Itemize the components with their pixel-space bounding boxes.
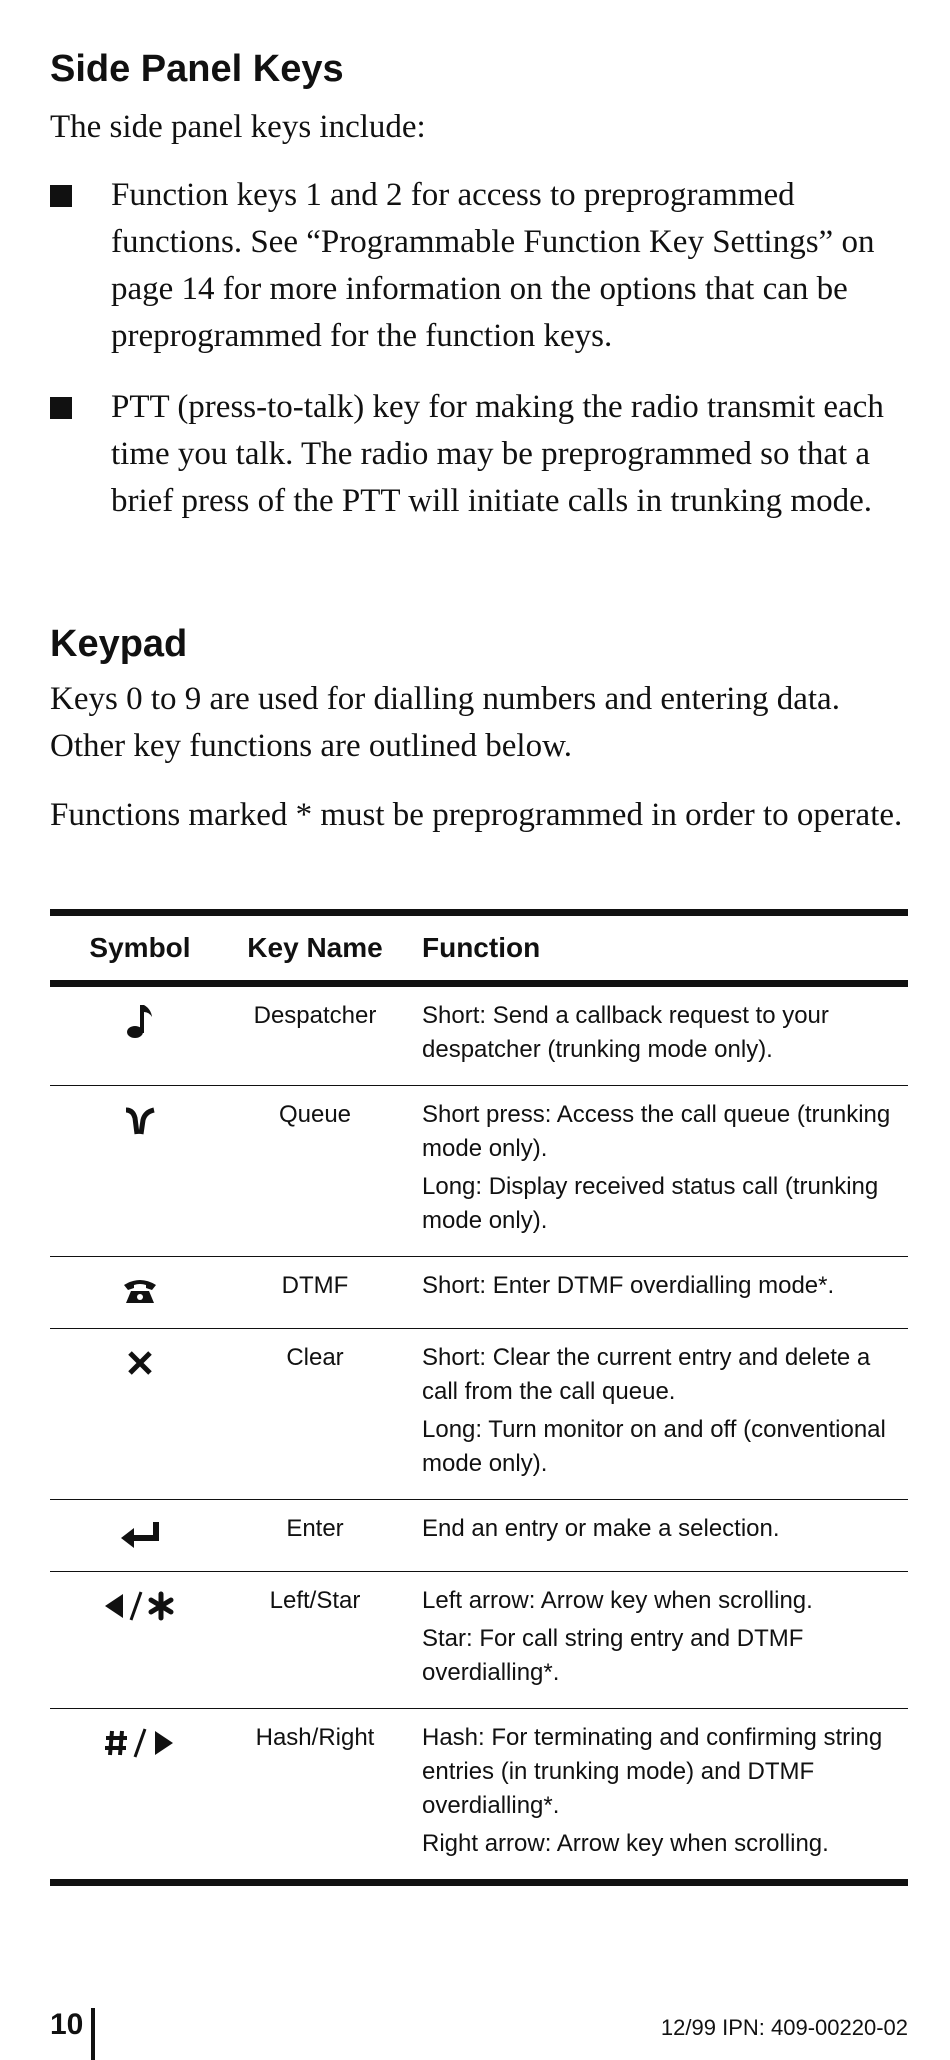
key-function: End an entry or make a selection. [400,1500,908,1572]
bullet-square-icon [50,397,72,419]
note-icon [125,999,155,1041]
hash-right-icon [103,1721,177,1761]
key-name: Queue [230,1086,400,1257]
key-function: Short press: Access the call queue (trunking mode only). Long: Display received status call (trunking mode only). [400,1086,908,1257]
telephone-icon [122,1269,158,1309]
table-row [50,1572,908,1709]
key-name: Hash/Right [230,1709,400,1883]
key-name: Enter [230,1500,400,1572]
keypad-intro: Keys 0 to 9 are used for dialling numbers and entering data. Other key functions are outlined below. [50,681,840,764]
queue-icon [123,1098,157,1140]
keypad-note: Functions marked * must be preprogrammed in order to operate. [50,797,903,833]
list-item [50,384,908,525]
close-icon [125,1341,155,1381]
key-name: DTMF [230,1257,400,1329]
enter-icon [118,1512,162,1552]
column-header-symbol: Symbol [50,913,230,984]
column-header-key-name: Key Name [230,913,400,984]
key-function: Left arrow: Arrow key when scrolling. Star: For call string entry and DTMF overdialling*. [400,1572,908,1709]
table-row [50,1086,908,1257]
key-function: Short: Enter DTMF overdialling mode*. [400,1257,908,1329]
key-name: Left/Star [230,1572,400,1709]
table-row [50,1329,908,1500]
key-name: Despatcher [253,1002,377,1029]
left-star-icon [103,1584,177,1624]
document-reference: 12/99 IPN: 409-00220-02 [660,2015,908,2040]
bullet-text: PTT (press-to-talk) key for making the radio transmit each time you talk. The radio may be preprogrammed so that a brief press of the PTT will initiate calls in trunking mode. [111,389,884,519]
bullet-text: Function keys 1 and 2 for access to preprogrammed functions. See “Programmable Function Key Settings” on page 14 for more information on the options that can be preprogrammed for the function keys. [111,177,875,354]
page-number: 10 [50,2008,95,2060]
table-row [50,1257,908,1329]
table-row [50,984,908,1086]
key-function: Short: Clear the current entry and delete a call from the call queue. Long: Turn monitor on and off (conventional mode only). [400,1329,908,1500]
table-header-row [50,913,908,984]
key-name: Clear [230,1329,400,1500]
table-row [50,1709,908,1883]
key-function: Hash: For terminating and confirming string entries (in trunking mode) and DTMF overdialling*. Right arrow: Arrow key when scrolling. [400,1709,908,1883]
keypad-table [50,909,908,1886]
table-row [50,1500,908,1572]
side-panel-bullet-list [50,172,908,525]
section-title-side-panel-keys: Side Panel Keys [50,48,344,90]
list-item [50,172,908,360]
column-header-function: Function [400,913,908,984]
side-panel-intro: The side panel keys include: [50,109,426,145]
section-title-keypad: Keypad [50,623,188,665]
bullet-square-icon [50,185,72,207]
key-function: Short: Send a callback request to your despatcher (trunking mode only). [422,1002,829,1063]
